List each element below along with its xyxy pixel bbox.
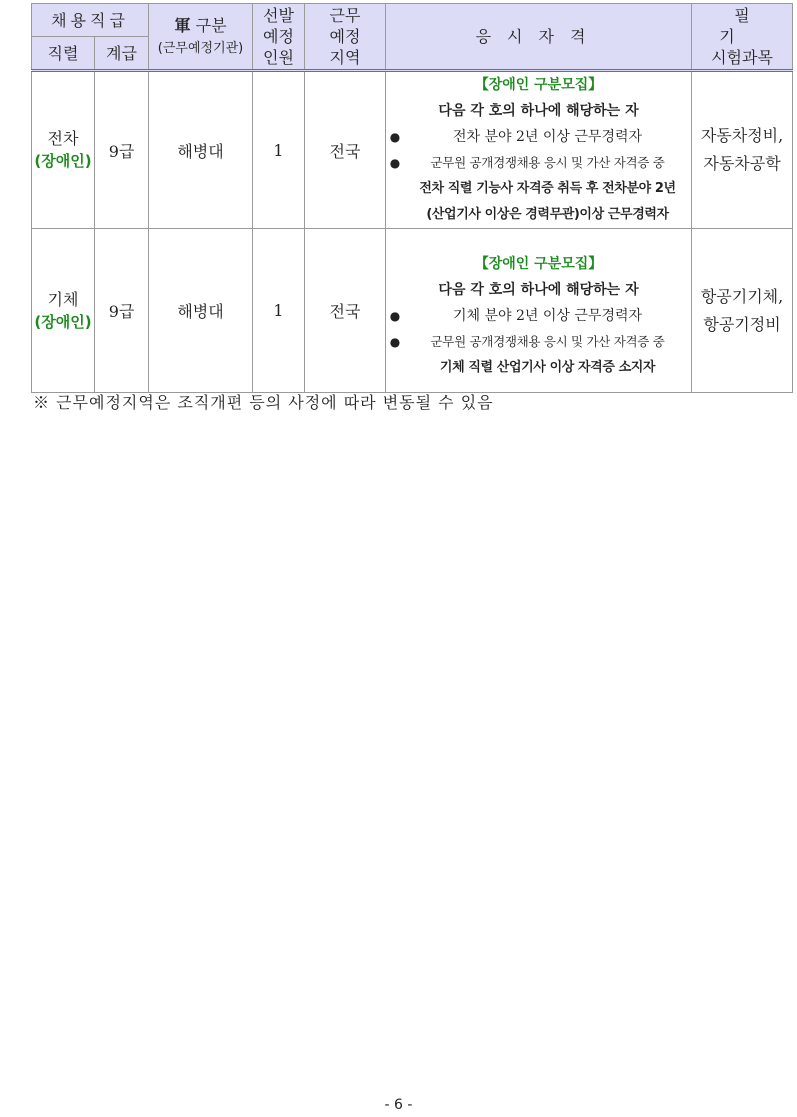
qualifications-cell xyxy=(386,229,692,393)
qualifications-cell xyxy=(386,71,692,229)
qual-item-lines xyxy=(404,329,691,381)
military-division-label: 구분 xyxy=(195,15,227,35)
work-region-line2: 예정 xyxy=(329,27,361,46)
header-job-series: 직렬 xyxy=(32,37,95,71)
header-written-exam xyxy=(692,4,793,71)
job-series-cell xyxy=(32,71,95,229)
bullet-icon: ● xyxy=(389,130,401,144)
bullet-icon: ● xyxy=(389,156,401,170)
written-exam-subjects-cell xyxy=(692,229,793,393)
written-exam-subjects-cell xyxy=(692,71,793,229)
qual-item-text: 기체 직렬 산업기사 이상 자격증 소지자 xyxy=(439,359,656,375)
disabled-tag: (장애인) xyxy=(34,152,92,170)
selection-count-line1: 선발 xyxy=(263,6,294,25)
qual-item-text: 군무원 공개경쟁채용 응시 및 가산 자격증 중 xyxy=(430,155,665,170)
grade-cell: 9급 xyxy=(95,229,149,393)
header-work-region xyxy=(305,4,386,71)
work-region-cell: 전국 xyxy=(305,229,386,393)
qual-intro: 다음 각 호의 하나에 해당하는 자 xyxy=(438,281,639,298)
qual-item xyxy=(386,124,691,150)
header-military-division xyxy=(149,4,253,71)
selection-count-line2: 예정 xyxy=(263,27,294,46)
qual-item xyxy=(386,329,691,381)
work-region-line1: 근무 xyxy=(329,6,361,25)
qual-intro: 다음 각 호의 하나에 해당하는 자 xyxy=(438,103,639,119)
selection-count-cell: 1 xyxy=(253,71,305,229)
exam-subject: 항공기기체, xyxy=(700,286,784,306)
bullet-icon: ● xyxy=(389,308,401,323)
exam-subject: 자동차공학 xyxy=(703,154,781,173)
table-row xyxy=(32,229,793,393)
qual-item xyxy=(386,150,691,228)
grade-cell: 9급 xyxy=(95,71,149,229)
header-grade: 계급 xyxy=(95,37,149,71)
job-series-name: 전차 xyxy=(47,129,79,148)
exam-subject: 항공기정비 xyxy=(703,314,781,334)
qual-item-text: (산업기사 이상은 경력무관)이상 근무경력자 xyxy=(426,207,669,222)
header-selection-count xyxy=(253,4,305,71)
written-exam-bottom: 시험과목 xyxy=(711,48,773,67)
qual-item-lines xyxy=(404,150,691,228)
selection-count-cell: 1 xyxy=(253,229,305,393)
qual-item xyxy=(386,303,691,329)
qual-item-text: 기체 분야 2년 이상 근무경력자 xyxy=(453,307,643,324)
work-org-label: (근무예정기관) xyxy=(157,40,244,56)
qual-item-text: 전차 직렬 기능사 자격증 취득 후 전차분야 2년 xyxy=(419,181,676,196)
selection-count-line3: 인원 xyxy=(263,48,294,67)
work-region-cell: 전국 xyxy=(305,71,386,229)
bullet-icon: ● xyxy=(389,334,401,349)
qual-item-text: 군무원 공개경쟁채용 응시 및 가산 자격증 중 xyxy=(430,333,665,349)
job-series-cell xyxy=(32,229,95,393)
footnote: ※ 근무예정지역은 조직개편 등의 사정에 따라 변동될 수 있음 xyxy=(33,393,494,412)
work-region-line3: 지역 xyxy=(329,48,361,67)
job-series-name: 기체 xyxy=(47,289,79,309)
military-prefix: 軍 xyxy=(174,15,191,35)
military-division-cell: 해병대 xyxy=(149,71,253,229)
page-number: - 6 - xyxy=(384,1097,413,1113)
qual-tag: 【장애인 구분모집】 xyxy=(474,255,603,272)
header-qualifications: 응시자격 xyxy=(386,4,692,71)
qual-item-text: 전차 분야 2년 이상 근무경력자 xyxy=(453,129,643,145)
military-division-cell: 해병대 xyxy=(149,229,253,393)
disabled-tag: (장애인) xyxy=(34,312,92,331)
written-exam-top: 필기 xyxy=(719,6,780,46)
table-row xyxy=(32,71,793,229)
header-recruit-rank: 채용직급 xyxy=(32,4,149,37)
qual-tag: 【장애인 구분모집】 xyxy=(474,77,603,93)
exam-subject: 자동차정비, xyxy=(700,126,784,145)
recruitment-table xyxy=(31,3,793,393)
